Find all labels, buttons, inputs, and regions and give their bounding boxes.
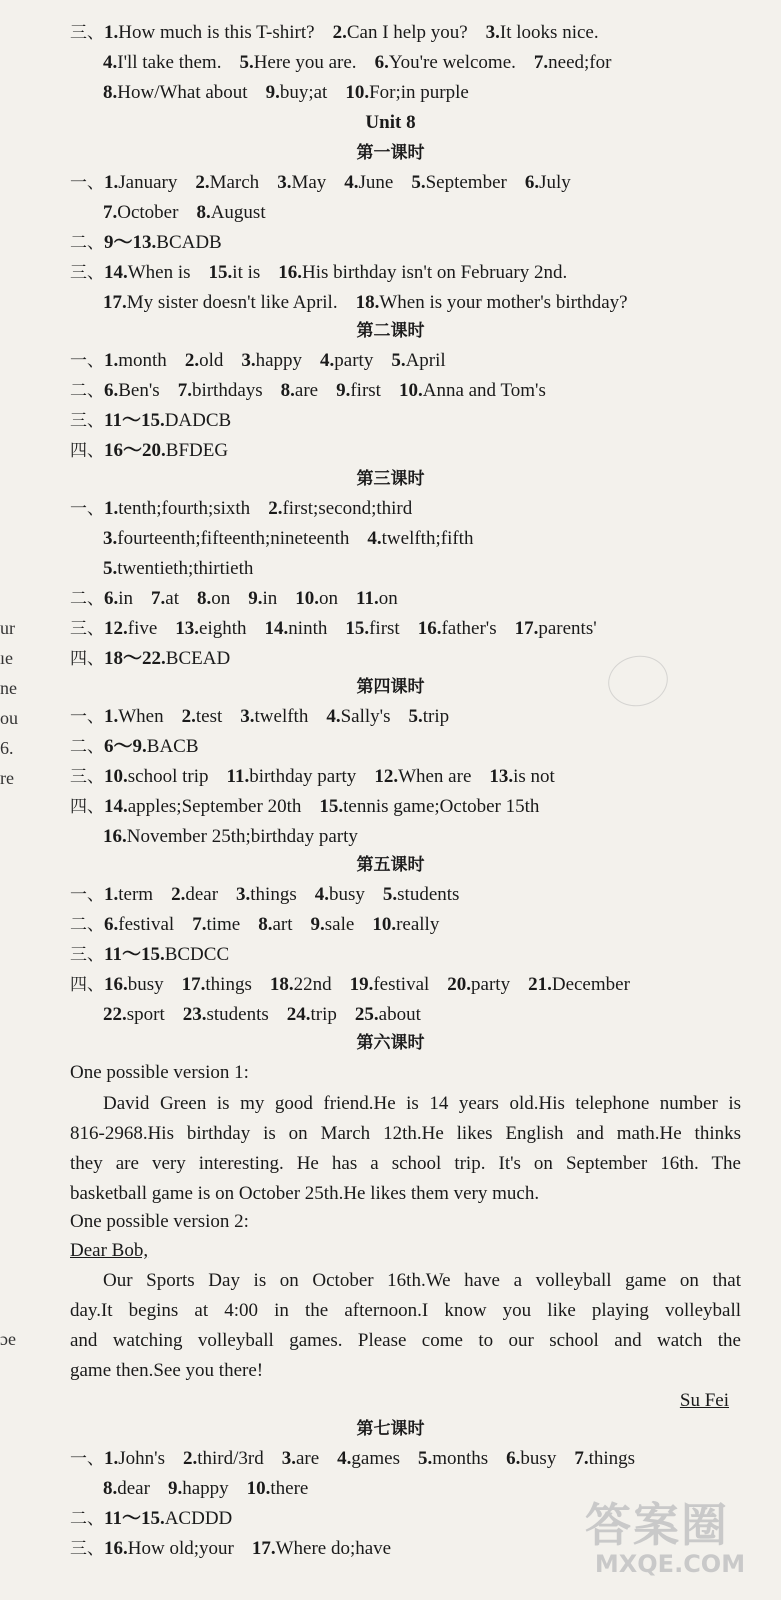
lesson-title: 第一课时 [356,143,425,163]
answer-row: 17.My sister doesn't like April. 18.When is your mother's birthday? [103,292,628,313]
answer-row: 四、14.apples;September 20th 15.tennis game;October 15th [70,796,540,817]
margin-fragment: re [0,768,14,788]
watermark-url: MXQE.COM [594,1550,746,1578]
lesson-title: 第七课时 [356,1419,425,1439]
essay-line: Our Sports Day is on October 16th.We have a volleyball game on that [103,1270,741,1291]
answer-row: 三、12.five 13.eighth 14.ninth 15.first 16.father's 17.parents' [70,618,597,639]
answer-row: 二、9～13.BCADB [70,232,222,253]
answer-row: 8.How/What about 9.buy;at 10.For;in purple [103,82,469,103]
answer-row: 7.October 8.August [103,202,266,223]
answer-row: 三、14.When is 15.it is 16.His birthday isn't on February 2nd. [70,262,568,283]
letter-salutation: Dear Bob, [70,1240,149,1261]
answer-row: 四、16.busy 17.things 18.22nd 19.festival 20.party 21.December [70,974,630,995]
essay-line: 816-2968.His birthday is on March 12th.He likes English and math.He thinks [70,1123,741,1144]
margin-fragment: 6. [0,738,14,758]
lesson-title: 第二课时 [356,321,425,341]
essay-line: day.It begins at 4:00 in the afternoon.I know you like playing volleyball [70,1300,741,1321]
answer-row: 8.dear 9.happy 10.there [103,1478,309,1499]
lesson-title: 第三课时 [356,469,425,489]
lesson-title: 第四课时 [356,677,425,697]
essay-line: basketball game is on October 25th.He likes them very much. [70,1183,540,1204]
answer-row: 三、16.How old;your 17.Where do;have [70,1538,392,1559]
answer-row: 二、6～9.BACB [70,736,199,757]
margin-fragment: ou [0,708,18,728]
essay-line: game then.See you there! [70,1360,264,1381]
answer-row: 一、1.John's 2.third/3rd 3.are 4.games 5.months 6.busy 7.things [70,1448,636,1469]
letter-signature: Su Fei [679,1390,729,1411]
answer-row: 一、1.tenth;fourth;sixth 2.first;second;third [70,498,413,519]
answer-row: 三、1.How much is this T-shirt? 2.Can I help you? 3.It looks nice. [70,22,599,43]
answer-row: 一、1.January 2.March 3.May 4.June 5.September 6.July [70,172,571,193]
unit-title: Unit 8 [365,112,416,133]
essay-line: David Green is my good friend.He is 14 years old.His telephone number is [103,1093,741,1114]
answer-row: 二、6.in 7.at 8.on 9.in 10.on 11.on [70,588,398,609]
site-watermark [585,1500,755,1586]
answer-row: 三、11～15.BCDCC [70,944,230,965]
answer-row: 四、16～20.BFDEG [70,440,229,461]
watermark-logo-text: 答案圈 [585,1498,729,1552]
margin-fragment: ur [0,618,15,638]
answer-row: 二、11～15.ACDDD [70,1508,233,1529]
answer-row: 4.I'll take them. 5.Here you are. 6.You're welcome. 7.need;for [103,52,612,73]
answer-row: 5.twentieth;thirtieth [103,558,254,579]
essay-line: and watching volleyball games. Please come to our school and watch the [70,1330,741,1351]
answer-row: 四、18～22.BCEAD [70,648,231,669]
answer-row: 一、1.When 2.test 3.twelfth 4.Sally's 5.trip [70,706,450,727]
answer-row: 22.sport 23.students 24.trip 25.about [103,1004,421,1025]
version-label: One possible version 2: [70,1211,249,1232]
answer-row: 一、1.month 2.old 3.happy 4.party 5.April [70,350,446,371]
answer-row: 一、1.term 2.dear 3.things 4.busy 5.students [70,884,460,905]
answer-row: 二、6.festival 7.time 8.art 9.sale 10.really [70,914,440,935]
answer-row: 16.November 25th;birthday party [103,826,358,847]
essay-line: they are very interesting. He has a school trip. It's on September 16th. The [70,1153,741,1174]
answer-row: 三、10.school trip 11.birthday party 12.When are 13.is not [70,766,555,787]
answer-row: 3.fourteenth;fifteenth;nineteenth 4.twelfth;fifth [103,528,474,549]
margin-fragment: ɔe [0,1329,16,1349]
answer-row: 二、6.Ben's 7.birthdays 8.are 9.first 10.Anna and Tom's [70,380,546,401]
lesson-title: 第六课时 [356,1033,425,1053]
lesson-title: 第五课时 [356,855,425,875]
version-label: One possible version 1: [70,1062,249,1083]
answer-row: 三、11～15.DADCB [70,410,232,431]
margin-fragment: ıe [0,648,13,668]
margin-fragment: ne [0,678,17,698]
